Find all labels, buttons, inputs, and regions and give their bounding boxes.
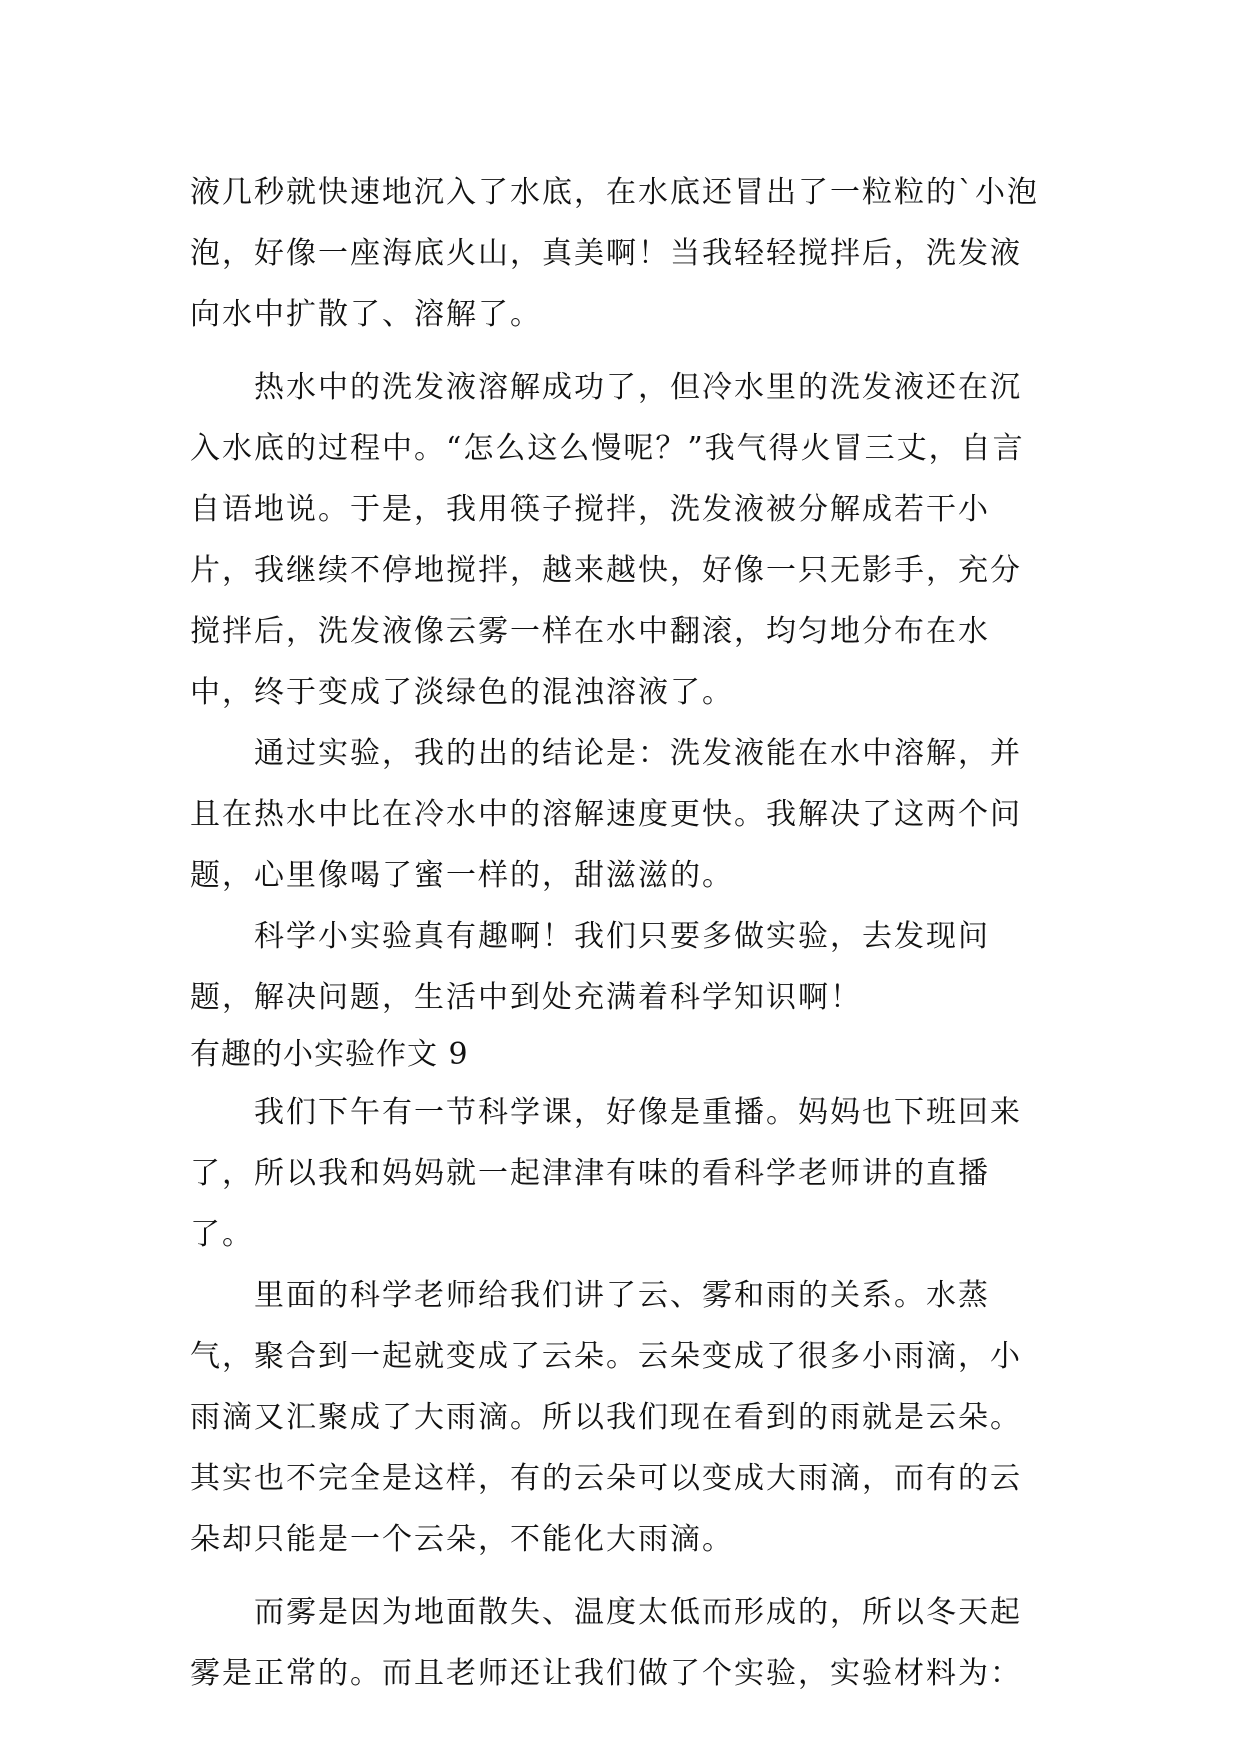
paragraph-3: 通过实验，我的出的结论是：洗发液能在水中溶解，并且在热水中比在冷水中的溶解速度更快。我解决了这两个问题，心里像喝了蜜一样的，甜滋滋的。: [190, 736, 1022, 893]
paragraph-5: 我们下午有一节科学课，好像是重播。妈妈也下班回来了，所以我和妈妈就一起津津有味的看科学老师讲的直播了。: [190, 1095, 1022, 1252]
document-page: [190, 162, 1052, 1704]
paragraph-gap: [190, 1570, 1052, 1582]
section-heading: 有趣的小实验作文 9: [190, 1037, 469, 1072]
paragraph-7: 而雾是因为地面散失、温度太低而形成的，所以冬天起雾是正常的。而且老师还让我们做了个实验，实验材料为：: [190, 1595, 1022, 1691]
paragraph-2: 热水中的洗发液溶解成功了，但冷水里的洗发液还在沉入水底的过程中。“怎么这么慢呢？”我气得火冒三丈，自言自语地说。于是，我用筷子搅拌，洗发液被分解成若干小片，我继续不停地搅拌，越来越快，好像一只无影手，充分搅拌后，洗发液像云雾一样在水中翻滚，均匀地分布在水中，终于变成了淡绿色的混浊溶液了。: [190, 370, 1025, 710]
paragraph-6: 里面的科学老师给我们讲了云、雾和雨的关系。水蒸气，聚合到一起就变成了云朵。云朵变成了很多小雨滴，小雨滴又汇聚成了大雨滴。所以我们现在看到的雨就是云朵。其实也不完全是这样，有的云朵可以变成大雨滴，而有的云朵却只能是一个云朵，不能化大雨滴。: [190, 1278, 1022, 1557]
paragraph-1: 液几秒就快速地沉入了水底，在水底还冒出了一粒粒的`小泡泡，好像一座海底火山，真美啊！当我轻轻搅拌后，洗发液向水中扩散了、溶解了。: [190, 175, 1039, 332]
paragraph-4: 科学小实验真有趣啊！我们只要多做实验，去发现问题，解决问题，生活中到处充满着科学知识啊！: [190, 919, 990, 1015]
paragraph-gap: [190, 345, 1052, 357]
